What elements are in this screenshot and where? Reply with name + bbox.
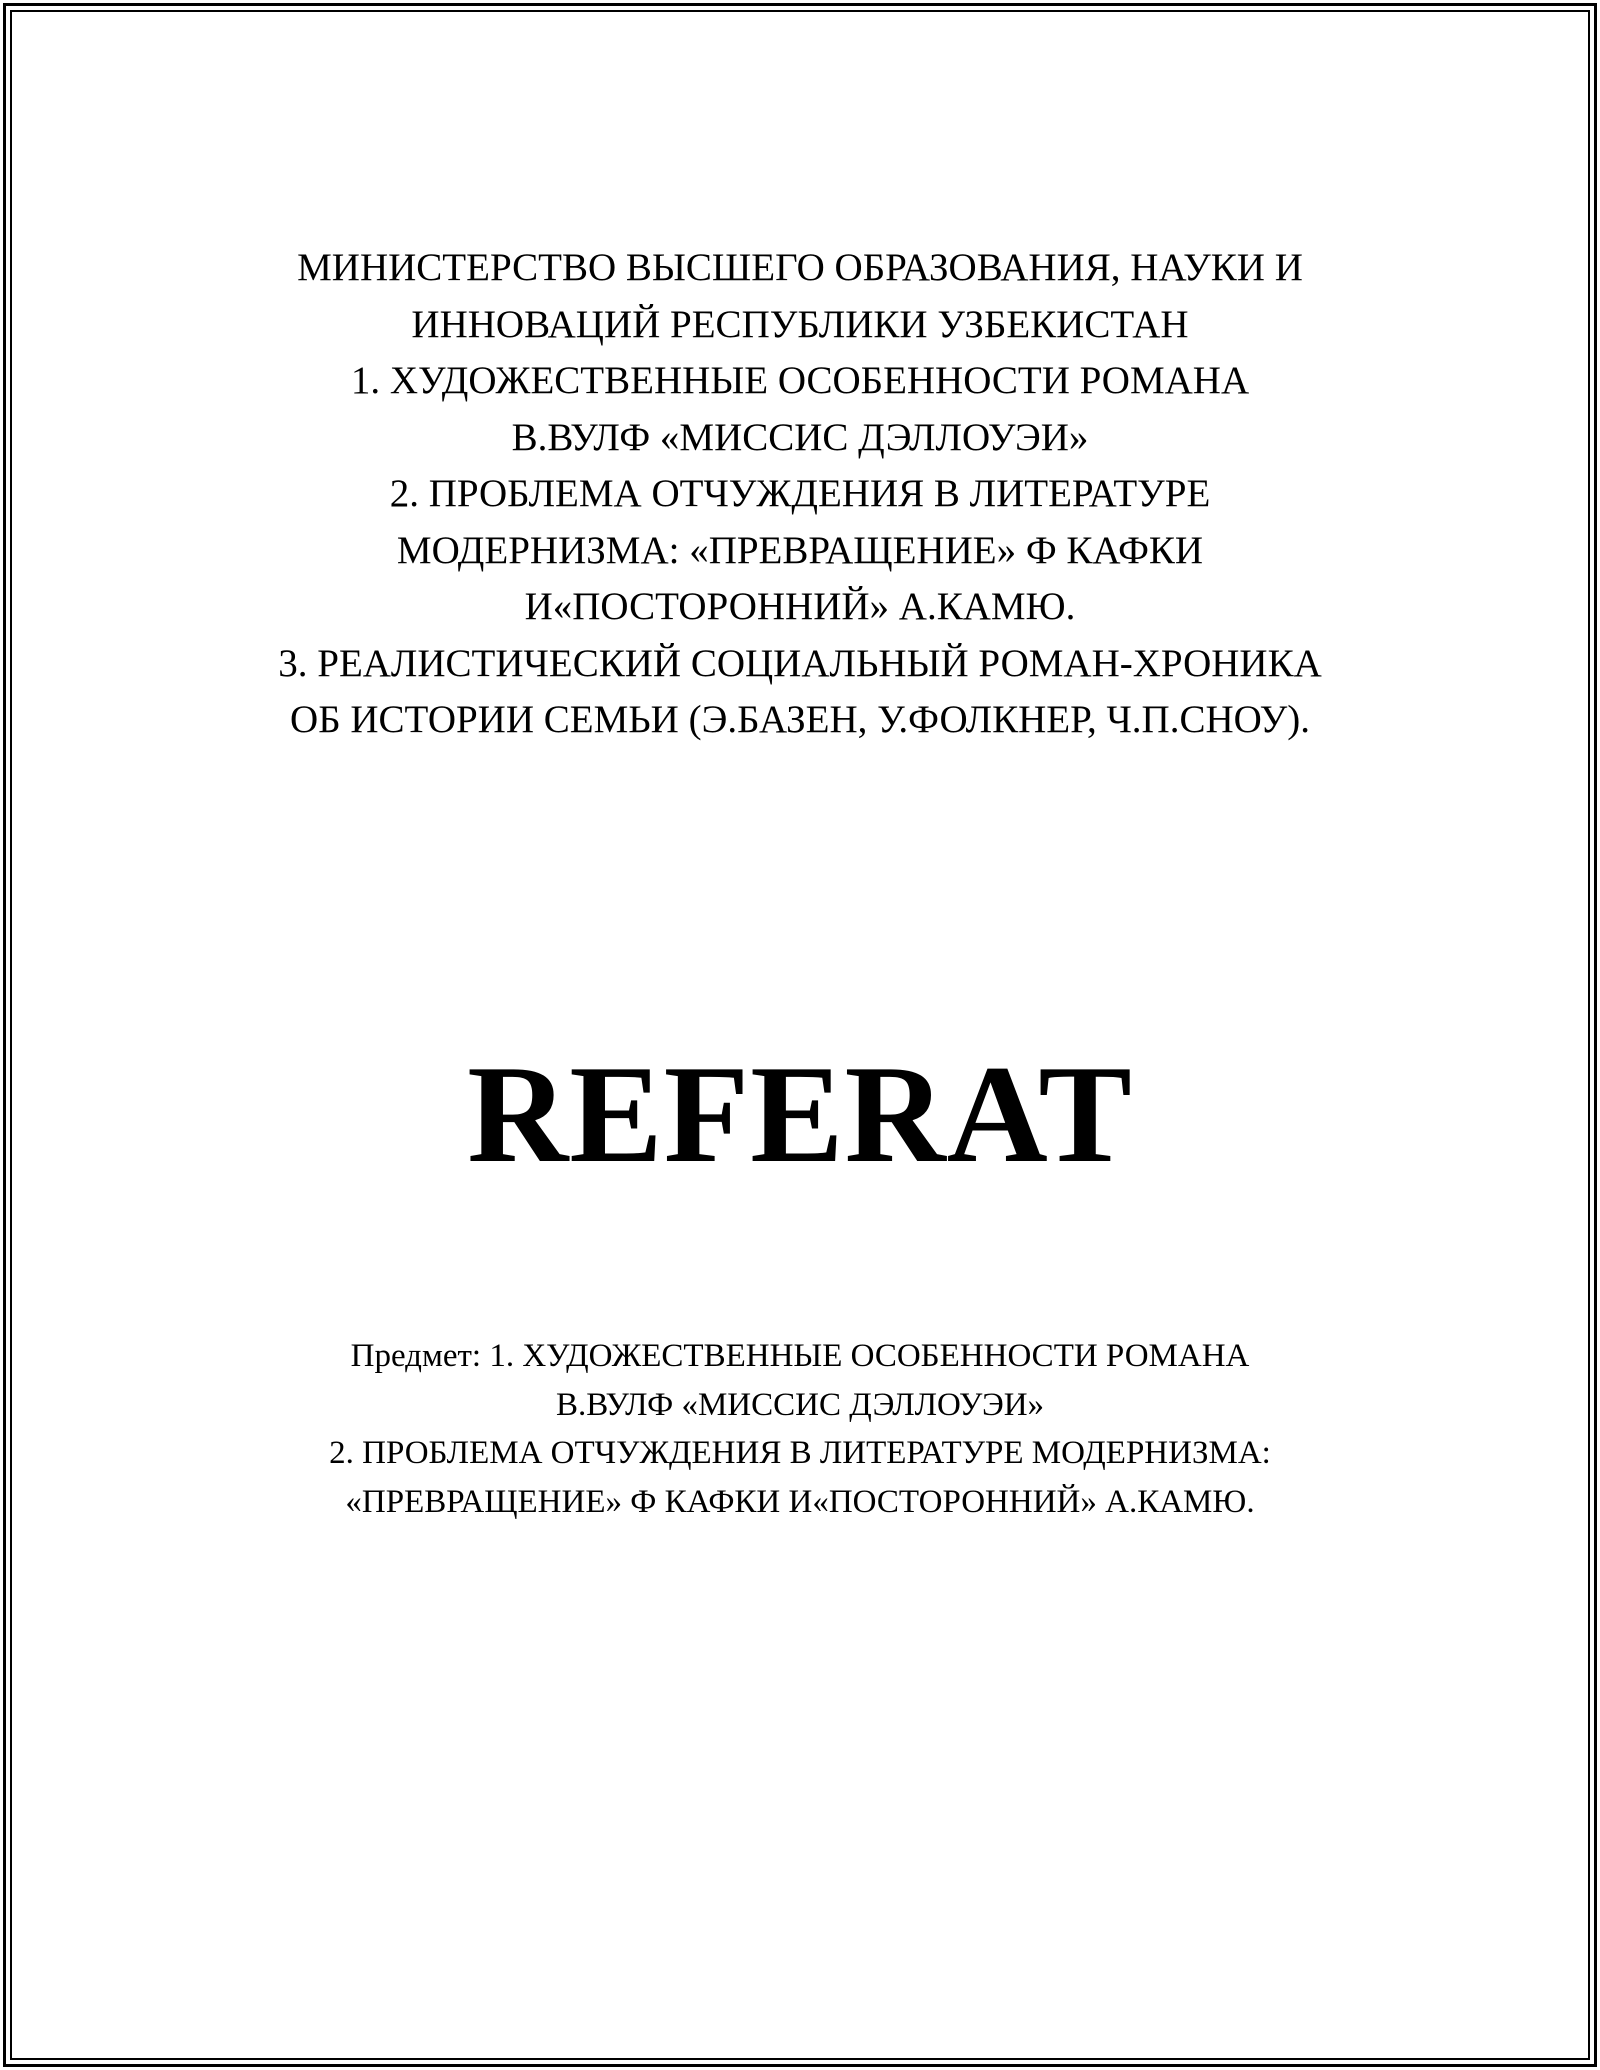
header-line: И«ПОСТОРОННИЙ» А.КАМЮ. [524,585,1076,628]
subject-line: «ПРЕВРАЩЕНИЕ» Ф КАФКИ И«ПОСТОРОННИЙ» А.КАМЮ. [345,1483,1255,1520]
header-line: МИНИСТЕРСТВО ВЫСШЕГО ОБРАЗОВАНИЯ, НАУКИ И [297,246,1303,289]
header-line: 3. РЕАЛИСТИЧЕСКИЙ СОЦИАЛЬНЫЙ РОМАН-ХРОНИКА [278,641,1322,685]
subject-line: В.ВУЛФ «МИССИС ДЭЛЛОУЭИ» [555,1386,1045,1423]
document-title: REFERAT [467,1037,1133,1192]
subject-block [100,1332,1500,1526]
header-line: 2. ПРОБЛЕМА ОТЧУЖДЕНИЯ В ЛИТЕРАТУРЕ [389,472,1211,515]
header-block [100,240,1500,749]
header-line: ИННОВАЦИЙ РЕСПУБЛИКИ УЗБЕКИСТАН [411,302,1189,346]
header-line: В.ВУЛФ «МИССИС ДЭЛЛОУЭИ» [511,415,1089,459]
subject-line: 2. ПРОБЛЕМА ОТЧУЖДЕНИЯ В ЛИТЕРАТУРЕ МОДЕРНИЗМА: [329,1435,1271,1471]
subject-line: Предмет: 1. ХУДОЖЕСТВЕННЫЕ ОСОБЕННОСТИ РОМАНА [350,1338,1250,1374]
header-line: ОБ ИСТОРИИ СЕМЬИ (Э.БАЗЕН, У.ФОЛКНЕР, Ч.П.СНОУ). [290,698,1310,741]
header-line: МОДЕРНИЗМА: «ПРЕВРАЩЕНИЕ» Ф КАФКИ [396,528,1204,572]
header-line: 1. ХУДОЖЕСТВЕННЫЕ ОСОБЕННОСТИ РОМАНА [350,359,1250,402]
